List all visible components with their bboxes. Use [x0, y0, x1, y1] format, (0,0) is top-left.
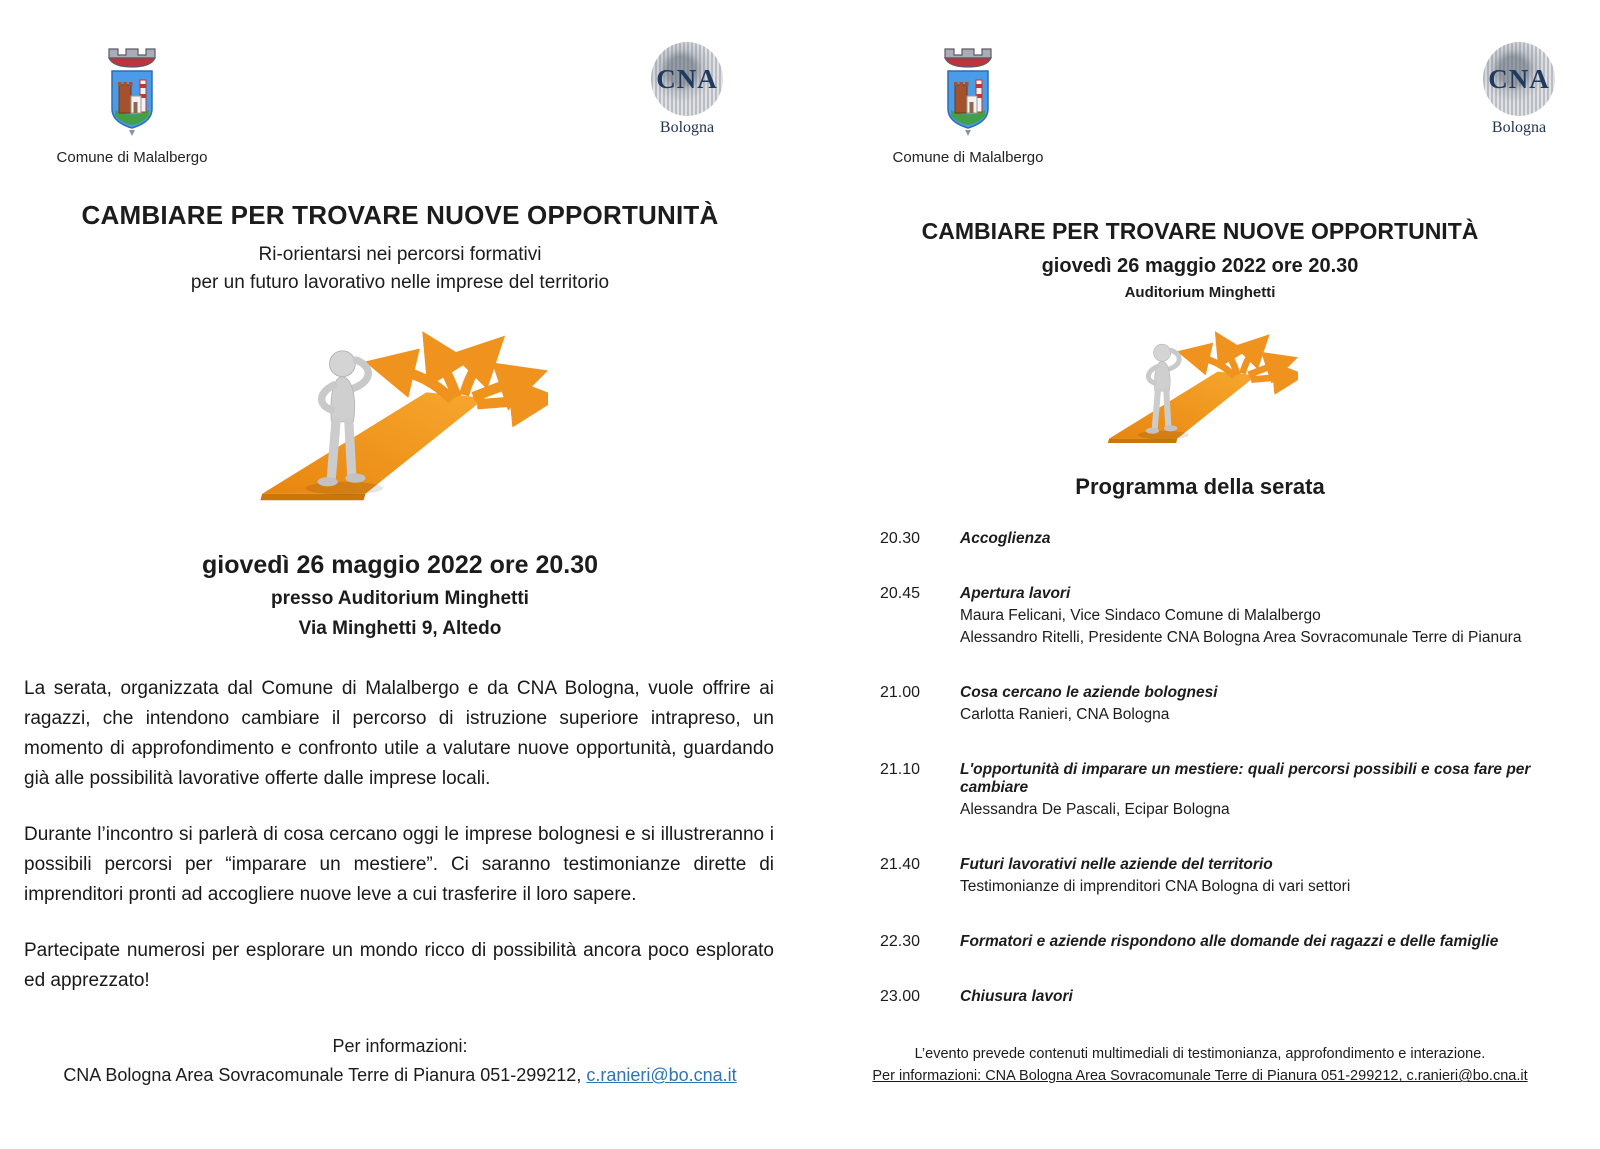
crossroads-figure-image	[800, 317, 1600, 452]
program-speakers	[960, 607, 1588, 647]
program-time: 23.00	[880, 988, 921, 1005]
program-speakers	[960, 878, 1588, 896]
program-row	[880, 856, 1588, 896]
crossroads-figure-image	[0, 310, 800, 511]
program-speakers	[960, 801, 1588, 819]
cna-bologna-logo	[1464, 42, 1574, 137]
program-row	[880, 684, 1588, 724]
event-date: giovedì 26 maggio 2022 ore 20.30	[201, 551, 599, 580]
cna-bologna-logo	[632, 42, 742, 137]
comune-malalbergo-logo	[52, 42, 212, 166]
comune-malalbergo-logo	[888, 42, 1048, 166]
footer-note: L’evento prevede contenuti multimediali di testimonianza, approfondimento e interazione.	[914, 1046, 1486, 1062]
program-speaker: Alessandra De Pascali, Ecipar Bologna	[960, 801, 1230, 818]
program-item-title: Accoglienza	[960, 530, 1051, 547]
program-content	[960, 684, 1588, 724]
program-speaker: Alessandro Ritelli, Presidente CNA Bologna Area Sovracomunale Terre di Pianura	[960, 629, 1522, 646]
program-time: 21.40	[880, 856, 921, 873]
program-heading: Programma della serata	[1075, 474, 1325, 499]
program-time: 22.30	[880, 933, 921, 950]
program-row	[880, 988, 1588, 1006]
program-speaker: Maura Felicani, Vice Sindaco Comune di Malalbergo	[960, 607, 1321, 624]
body-paragraph: Partecipate numerosi per esplorare un mondo ricco di possibilità ancora poco esplorato ed apprezzato!	[24, 940, 774, 992]
program-item-title: Apertura lavori	[960, 585, 1071, 602]
subtitle-line-1: Ri-orientarsi nei percorsi formativi	[258, 244, 542, 265]
program-row	[880, 530, 1588, 548]
program-speaker: Carlotta Ranieri, CNA Bologna	[960, 706, 1170, 723]
program-row	[880, 933, 1588, 951]
right-header	[800, 0, 1600, 166]
program-row	[880, 761, 1588, 819]
event-venue-line-1: presso Auditorium Minghetti	[271, 588, 529, 610]
body-paragraph: Durante l’incontro si parlerà di cosa cercano oggi le imprese bolognesi e si illustreranno i possibili percorsi per “imparare un mestiere”. Ci saranno testimonianze dirette di imprenditori pronti ad accogliere nuove leve a cui trasferire il loro sapere.	[24, 824, 774, 906]
comune-logo-label: Comune di Malalbergo	[892, 149, 1044, 166]
program-content	[960, 761, 1588, 819]
info-label: Per informazioni:	[332, 1036, 468, 1057]
event-title: CAMBIARE PER TROVARE NUOVE OPPORTUNITÀ	[921, 218, 1479, 244]
program-content	[960, 988, 1588, 1006]
program-item-title: Futuri lavorativi nelle aziende del territorio	[960, 856, 1273, 873]
event-title: CAMBIARE PER TROVARE NUOVE OPPORTUNITÀ	[81, 200, 719, 230]
event-description	[0, 674, 800, 996]
cna-logo-city: Bologna	[1491, 119, 1547, 136]
program-item-title: Formatori e aziende rispondono alle domande dei ragazzi e delle famiglie	[960, 933, 1499, 950]
comune-crest-icon	[918, 42, 1018, 138]
event-date: giovedì 26 maggio 2022 ore 20.30	[1041, 255, 1359, 277]
program-time: 21.10	[880, 761, 921, 778]
cna-logo-text: CNA	[656, 63, 718, 94]
subtitle-line-2: per un futuro lavorativo nelle imprese del territorio	[190, 271, 610, 293]
left-contact-footer	[0, 1032, 800, 1090]
left-header	[0, 0, 800, 166]
comune-crest-icon	[82, 42, 182, 138]
event-venue: Auditorium Minghetti	[1124, 284, 1276, 301]
program-item-title: Chiusura lavori	[960, 988, 1073, 1005]
cna-globe-icon	[651, 42, 723, 116]
contact-text: CNA Bologna Area Sovracomunale Terre di Pianura 051-299212,	[63, 1065, 587, 1086]
footer-contact: Per informazioni: CNA Bologna Area Sovracomunale Terre di Pianura 051-299212, c.ranieri@bo.cna.it	[872, 1068, 1528, 1085]
cna-globe-icon	[1483, 42, 1555, 116]
program-speakers	[960, 706, 1588, 724]
right-footer	[800, 1043, 1600, 1088]
event-venue-line-2: Via Minghetti 9, Altedo	[298, 618, 502, 640]
program-time: 20.30	[880, 530, 921, 547]
comune-logo-label: Comune di Malalbergo	[56, 149, 208, 166]
contact-line	[0, 1061, 800, 1090]
program-item-title: Cosa cercano le aziende bolognesi	[960, 684, 1218, 701]
program-item-title: L'opportunità di imparare un mestiere: quali percorsi possibili e cosa fare per cambiare	[960, 761, 1531, 796]
body-paragraph: La serata, organizzata dal Comune di Malalbergo e da CNA Bologna, vuole offrire ai ragazzi, che intendono cambiare il percorso di istruzione superiore intrapreso, un momento di approfondimento e confronto utile a valutare nuove opportunità, guardando già alle possibilità lavorative offerte dalle imprese locali.	[24, 678, 774, 790]
program-content	[960, 933, 1588, 951]
contact-email-link[interactable]: c.ranieri@bo.cna.it	[586, 1065, 737, 1086]
program-time: 20.45	[880, 585, 921, 602]
program-speaker: Testimonianze di imprenditori CNA Bologna di vari settori	[960, 878, 1351, 895]
program-time: 21.00	[880, 684, 921, 701]
cna-logo-text: CNA	[1488, 63, 1550, 94]
flyer-page-right	[800, 0, 1600, 1149]
program-content	[960, 530, 1588, 548]
cna-logo-city: Bologna	[659, 119, 715, 136]
program-content	[960, 856, 1588, 896]
program-content	[960, 585, 1588, 647]
event-subtitle	[0, 241, 800, 296]
program-list	[800, 530, 1600, 1006]
program-row	[880, 585, 1588, 647]
